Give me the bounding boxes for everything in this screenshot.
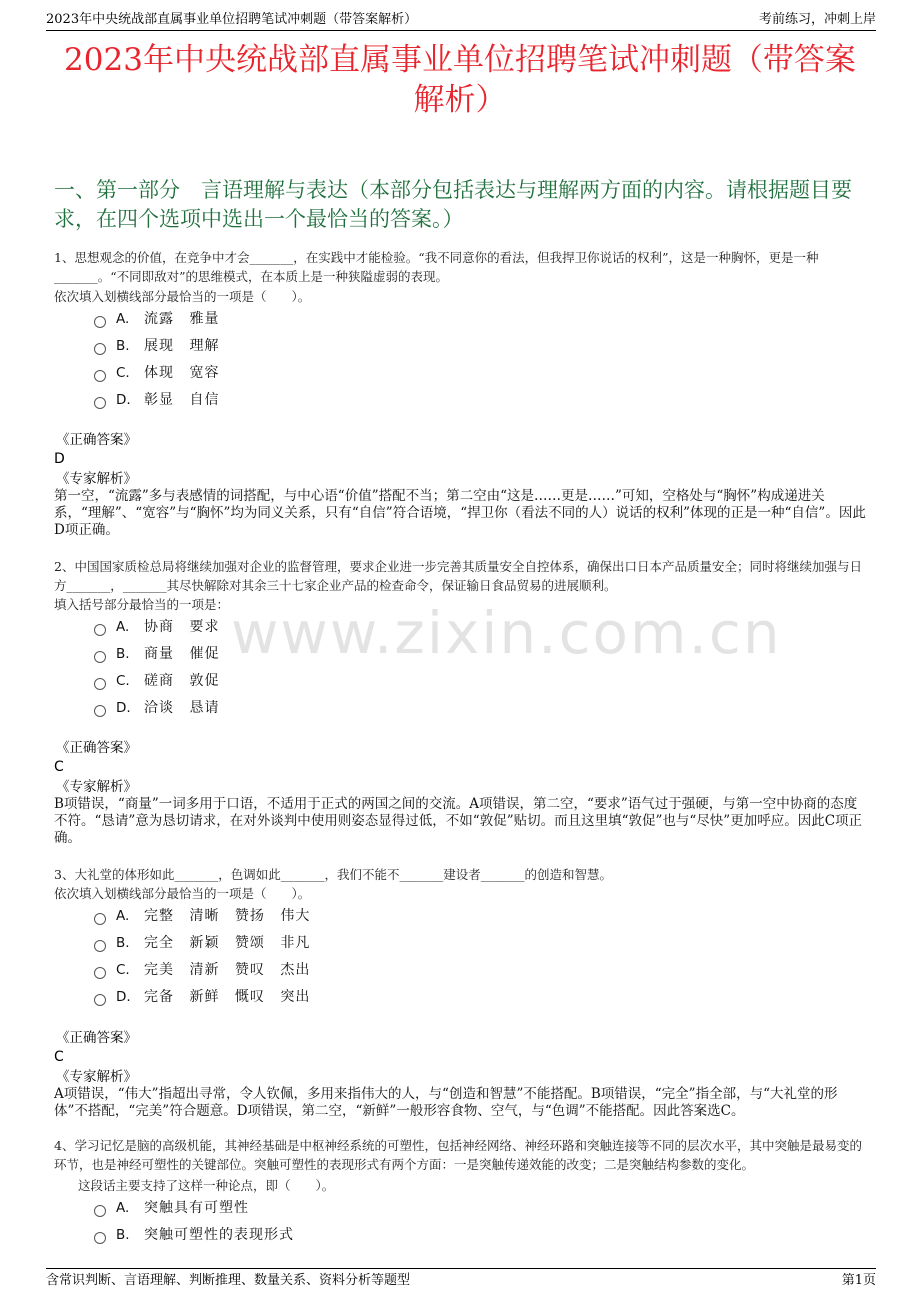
header-right-text: 考前练习，冲刺上岸 (758, 12, 876, 27)
question-3-option-d[interactable]: D. 完备 新鲜 慨叹 突出 (94, 983, 310, 1010)
question-2-option-d[interactable]: D. 洽谈 恳请 (94, 694, 219, 721)
question-2-option-a[interactable]: A. 协商 要求 (94, 613, 219, 640)
question-1-option-a[interactable]: A. 流露 雅量 (94, 305, 219, 332)
question-4-stem: 4、学习记忆是脑的高级机能，其神经基础是中枢神经系统的可塑性，包括神经网络、神经环路和突触连接等不同的层次水平，其中突触是最易变的环节，也是神经可塑性的关键部位。突触可塑性的表现形式有两个方面：一是突触传递效能的改变；二是突触结构参数的变化。 (54, 1138, 862, 1172)
radio-icon[interactable] (94, 624, 106, 636)
question-4-instruction: 这段话主要支持了这样一种论点，即（ ）。 (78, 1178, 335, 1193)
question-1-answer: D (54, 451, 65, 467)
watermark: www.zixin.com.cn (231, 599, 782, 667)
radio-icon[interactable] (94, 940, 106, 952)
question-4-option-b[interactable]: B. 突触可塑性的表现形式 (94, 1221, 294, 1248)
radio-icon[interactable] (94, 913, 106, 925)
question-3-option-b[interactable]: B. 完全 新颖 赞颂 非凡 (94, 929, 310, 956)
radio-icon[interactable] (94, 397, 106, 409)
header-left-text: 2023年中央统战部直属事业单位招聘笔试冲刺题（带答案解析） (46, 12, 418, 27)
page-number: 第1页 (841, 1273, 876, 1288)
question-2-explanation: B项错误，“商量”一词多用于口语，不适用于正式的两国之间的交流。A项错误，第二空，“要求”语气过于强硬，与第一空中协商的态度不符。“恳请”意为恳切请求，在对外谈判中使用则姿态显得过低，不如“敦促”贴切。而且这里填“敦促”也与“尽快”更加呼应。因此C项正确。 (54, 796, 863, 846)
question-1-answer-label: 《正确答案》 (56, 432, 137, 448)
radio-icon[interactable] (94, 651, 106, 663)
question-2-stem: 2、中国国家质检总局将继续加强对企业的监督管理，要求企业进一步完善其质量安全自控体系，确保出口日本产品质量安全；同时将继续加强与日方_______，_______其尽快解除对其余三十七家企业产品的检查命令，保证输日食品贸易的进展顺利。 (54, 559, 862, 593)
question-2-option-b[interactable]: B. 商量 催促 (94, 640, 219, 667)
question-3-instruction: 依次填入划横线部分最恰当的一项是（ ）。 (54, 886, 311, 901)
question-1-option-d[interactable]: D. 彰显 自信 (94, 386, 219, 413)
question-1-explanation: 第一空，“流露”多与表感情的词搭配，与中心语“价值”搭配不当；第二空由“这是……更是……”可知，空格处与“胸怀”构成递进关系，“理解”、“宽容”与“胸怀”均为同义关系，只有“自信”符合语境，“捍卫你（看法不同的人）说话的权利”体现的正是一种“自信”。因此D项正确。 (54, 488, 866, 538)
page-footer (46, 1268, 876, 1289)
radio-icon[interactable] (94, 370, 106, 382)
radio-icon[interactable] (94, 994, 106, 1006)
question-2-answer: C (54, 759, 64, 775)
radio-icon[interactable] (94, 1205, 106, 1217)
question-4-option-a[interactable]: A. 突触具有可塑性 (94, 1194, 294, 1221)
radio-icon[interactable] (94, 705, 106, 717)
section-title: 一、第一部分 言语理解与表达（本部分包括表达与理解两方面的内容。请根据题目要求，在四个选项中选出一个最恰当的答案。） (54, 178, 852, 231)
question-1-options (94, 305, 219, 413)
question-3-answer: C (54, 1049, 64, 1065)
question-1-stem: 1、思想观念的价值，在竞争中才会_______，在实践中才能检验。“我不同意你的看法，但我捍卫你说话的权利”，这是一种胸怀，更是一种_______。“不同即敌对”的思维模式，在本质上是一种狭隘虚弱的表现。 (54, 250, 819, 284)
question-2-answer-label: 《正确答案》 (56, 740, 137, 756)
radio-icon[interactable] (94, 967, 106, 979)
radio-icon[interactable] (94, 678, 106, 690)
question-1-option-c[interactable]: C. 体现 宽容 (94, 359, 219, 386)
question-1-option-b[interactable]: B. 展现 理解 (94, 332, 219, 359)
radio-icon[interactable] (94, 343, 106, 355)
question-4-options (94, 1194, 294, 1248)
question-2-option-c[interactable]: C. 磋商 敦促 (94, 667, 219, 694)
question-3-option-c[interactable]: C. 完美 清新 赞叹 杰出 (94, 956, 310, 983)
question-3-explanation-label: 《专家解析》 (56, 1069, 137, 1085)
question-2-explanation-label: 《专家解析》 (56, 779, 137, 795)
footer-left-text: 含常识判断、言语理解、判断推理、数量关系、资料分析等题型 (46, 1273, 411, 1288)
question-3-explanation: A项错误，“伟大”指超出寻常，令人钦佩，多用来指伟大的人，与“创造和智慧”不能搭配。B项错误，“完全”指全部，与“大礼堂的形体”不搭配，“完美”符合题意。D项错误，第二空，“新鲜”一般形容食物、空气，与“色调”不能搭配。因此答案选C。 (54, 1086, 838, 1119)
radio-icon[interactable] (94, 1232, 106, 1244)
question-3-answer-label: 《正确答案》 (56, 1030, 137, 1046)
question-1-instruction: 依次填入划横线部分最恰当的一项是（ ）。 (54, 289, 311, 304)
question-2-options (94, 613, 219, 721)
question-1-explanation-label: 《专家解析》 (56, 471, 137, 487)
question-3-stem: 3、大礼堂的体形如此_______，色调如此_______，我们不能不_______建设者_______的创造和智慧。 (54, 867, 612, 882)
question-3-options (94, 902, 310, 1010)
question-2-instruction: 填入括号部分最恰当的一项是： (54, 597, 230, 612)
page-header (46, 12, 876, 31)
document-title: 2023年中央统战部直属事业单位招聘笔试冲刺题（带答案解析） (64, 42, 856, 118)
radio-icon[interactable] (94, 316, 106, 328)
question-3-option-a[interactable]: A. 完整 清晰 赞扬 伟大 (94, 902, 310, 929)
